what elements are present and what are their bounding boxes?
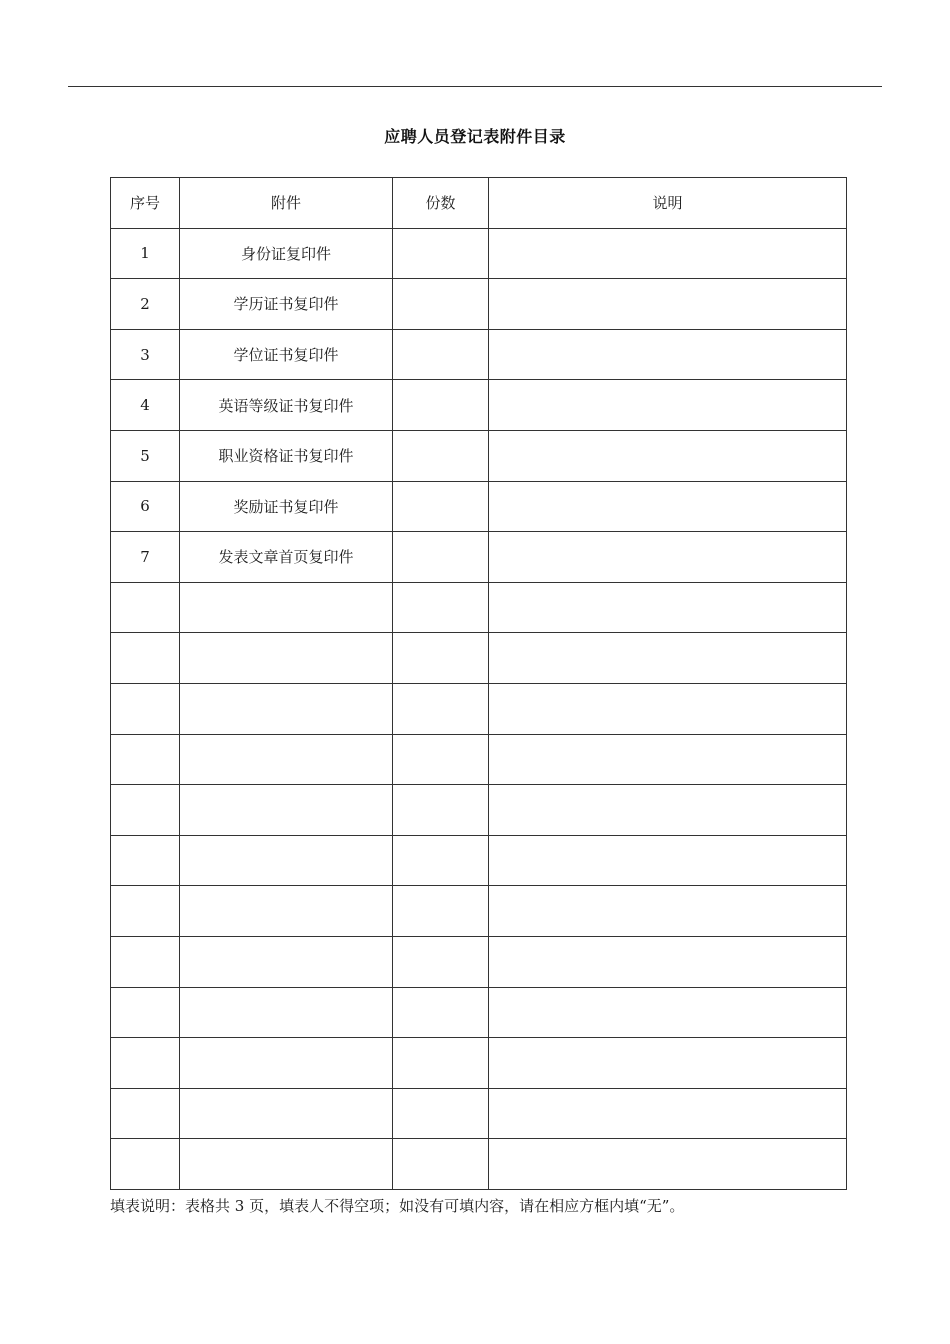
cell-no: 6 xyxy=(111,481,180,532)
cell-item: 奖励证书复印件 xyxy=(180,481,393,532)
cell-item: 发表文章首页复印件 xyxy=(180,532,393,583)
cell-count xyxy=(393,1139,489,1190)
cell-item xyxy=(180,1038,393,1089)
cell-note xyxy=(489,835,847,886)
cell-no xyxy=(111,683,180,734)
table-row xyxy=(111,785,847,836)
cell-count xyxy=(393,380,489,431)
cell-note xyxy=(489,1038,847,1089)
cell-item xyxy=(180,1139,393,1190)
cell-count xyxy=(393,987,489,1038)
cell-item xyxy=(180,835,393,886)
cell-no: 3 xyxy=(111,329,180,380)
cell-no xyxy=(111,734,180,785)
cell-item xyxy=(180,785,393,836)
cell-item: 职业资格证书复印件 xyxy=(180,430,393,481)
table-row xyxy=(111,633,847,684)
table-row xyxy=(111,430,847,481)
cell-no: 1 xyxy=(111,228,180,279)
table-row xyxy=(111,734,847,785)
cell-item xyxy=(180,683,393,734)
cell-note xyxy=(489,1139,847,1190)
table-row xyxy=(111,582,847,633)
cell-count xyxy=(393,430,489,481)
table-header-row xyxy=(111,178,847,229)
cell-note xyxy=(489,886,847,937)
column-header-count: 份数 xyxy=(393,178,489,229)
cell-no xyxy=(111,785,180,836)
cell-count xyxy=(393,228,489,279)
cell-item xyxy=(180,886,393,937)
table-row xyxy=(111,532,847,583)
cell-count xyxy=(393,734,489,785)
table-row xyxy=(111,987,847,1038)
cell-no: 7 xyxy=(111,532,180,583)
page-title: 应聘人员登记表附件目录 xyxy=(384,127,566,146)
cell-note xyxy=(489,228,847,279)
cell-no: 2 xyxy=(111,279,180,330)
cell-note xyxy=(489,582,847,633)
table-row xyxy=(111,228,847,279)
table-row xyxy=(111,380,847,431)
cell-note xyxy=(489,987,847,1038)
cell-no xyxy=(111,936,180,987)
cell-count xyxy=(393,481,489,532)
cell-count xyxy=(393,683,489,734)
cell-count xyxy=(393,582,489,633)
cell-count xyxy=(393,532,489,583)
cell-note xyxy=(489,785,847,836)
cell-item: 身份证复印件 xyxy=(180,228,393,279)
table-row xyxy=(111,279,847,330)
cell-count xyxy=(393,785,489,836)
cell-no xyxy=(111,633,180,684)
cell-count xyxy=(393,279,489,330)
cell-no xyxy=(111,987,180,1038)
table-row xyxy=(111,835,847,886)
cell-count xyxy=(393,886,489,937)
cell-count xyxy=(393,1088,489,1139)
cell-note xyxy=(489,1088,847,1139)
cell-no xyxy=(111,582,180,633)
cell-item: 学位证书复印件 xyxy=(180,329,393,380)
table-row xyxy=(111,886,847,937)
fill-instructions: 填表说明：表格共 3 页，填表人不得空项；如没有可填内容，请在相应方框内填“无”。 xyxy=(110,1197,685,1215)
cell-item xyxy=(180,987,393,1038)
table-row xyxy=(111,936,847,987)
column-header-no: 序号 xyxy=(111,178,180,229)
column-header-item: 附件 xyxy=(180,178,393,229)
cell-item: 英语等级证书复印件 xyxy=(180,380,393,431)
table-row xyxy=(111,329,847,380)
table-row xyxy=(111,481,847,532)
cell-item xyxy=(180,582,393,633)
cell-no xyxy=(111,1088,180,1139)
cell-note xyxy=(489,936,847,987)
cell-item xyxy=(180,633,393,684)
cell-note xyxy=(489,633,847,684)
cell-count xyxy=(393,633,489,684)
cell-count xyxy=(393,936,489,987)
cell-note xyxy=(489,279,847,330)
cell-note xyxy=(489,430,847,481)
cell-no xyxy=(111,835,180,886)
cell-count xyxy=(393,835,489,886)
cell-count xyxy=(393,1038,489,1089)
cell-note xyxy=(489,481,847,532)
appendix-table xyxy=(110,177,847,1190)
cell-item: 学历证书复印件 xyxy=(180,279,393,330)
cell-no: 5 xyxy=(111,430,180,481)
table-row xyxy=(111,1139,847,1190)
table-row xyxy=(111,1038,847,1089)
cell-no xyxy=(111,886,180,937)
cell-item xyxy=(180,734,393,785)
table-body xyxy=(111,228,847,1189)
cell-note xyxy=(489,734,847,785)
cell-no: 4 xyxy=(111,380,180,431)
header-rule xyxy=(68,86,882,87)
table-row xyxy=(111,683,847,734)
cell-no xyxy=(111,1038,180,1089)
cell-note xyxy=(489,380,847,431)
cell-note xyxy=(489,329,847,380)
column-header-note: 说明 xyxy=(489,178,847,229)
cell-item xyxy=(180,1088,393,1139)
table-row xyxy=(111,1088,847,1139)
cell-note xyxy=(489,532,847,583)
cell-count xyxy=(393,329,489,380)
cell-note xyxy=(489,683,847,734)
cell-no xyxy=(111,1139,180,1190)
cell-item xyxy=(180,936,393,987)
